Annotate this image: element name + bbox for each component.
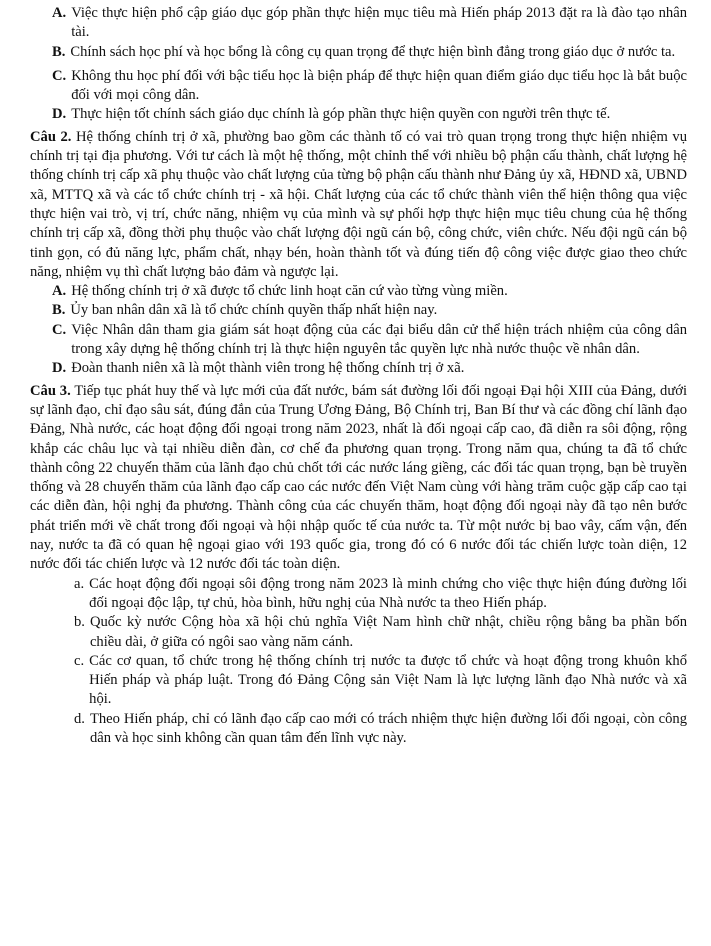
option-text: Các cơ quan, tổ chức trong hệ thống chính trị nước ta được tổ chức và hoạt động trong khuôn khổ Hiến pháp và pháp luật. Trong đó Đảng Cộng sản Việt Nam là lực lượng lãnh đạo Nhà nước và xã hội.	[89, 652, 687, 708]
option-label: C.	[52, 67, 67, 84]
option-label: b.	[74, 614, 85, 631]
option-1c[interactable]	[52, 67, 687, 106]
option-label: a.	[74, 575, 85, 592]
option-text: Thực hiện tốt chính sách giáo dục chính là góp phần thực hiện quyền con người trên thực tế.	[71, 106, 611, 123]
option-label: A.	[52, 5, 67, 21]
option-3d[interactable]	[74, 710, 687, 749]
question-3	[30, 382, 687, 749]
question-2-stem	[30, 128, 687, 282]
option-label: B.	[52, 302, 66, 319]
option-text: Việc Nhân dân tham gia giám sát hoạt động của các đại biểu dân cử thể hiện trách nhiệm của công dân trong xây dựng hệ thống chính trị là thực hiện nguyên tắc quyền lực nhà nước thuộc về nhân dân.	[71, 321, 687, 358]
question-2	[30, 128, 687, 379]
option-text: Quốc kỳ nước Cộng hòa xã hội chủ nghĩa Việt Nam hình chữ nhật, chiều rộng bằng ba phần bốn chiều dài, ở giữa có ngôi sao vàng năm cánh.	[89, 614, 687, 650]
option-2c[interactable]	[52, 321, 687, 360]
option-text: Đoàn thanh niên xã là một thành viên trong hệ thống chính trị ở xã.	[71, 360, 465, 377]
option-label: D.	[52, 106, 67, 123]
option-text: Chính sách học phí và học bổng là công cụ quan trọng để thực hiện bình đẳng trong giáo dục ở nước ta.	[70, 43, 676, 60]
option-label: A.	[52, 283, 67, 300]
option-3b[interactable]	[74, 613, 687, 652]
question-text: Hệ thống chính trị ở xã, phường bao gồm các thành tố có vai trò quan trọng trong thực hiện nhiệm vụ chính trị tại địa phương. Với tư cách là một hệ thống, một chỉnh thể với nhiều bộ phận cấu thành, chất lượng hệ thống chính trị cấp xã phụ thuộc vào chất lượng của từng bộ phận cấu thành như Đảng ủy xã, HĐND xã, UBND xã, MTTQ xã và các tổ chức chính trị - xã hội. Chất lượng của các tổ chức thành viên thể hiện thông qua việc thực hiện vai trò, vị trí, chức năng, nhiệm vụ của mình và sự phối hợp thực hiện mục tiêu chung của hệ thống chính trị cấp xã, đồng thời phụ thuộc vào chất lượng đội ngũ cán bộ, công chức, viên chức. Nếu đội ngũ cán bộ tinh gọn, có đủ năng lực, phẩm chất, nhạy bén, hoàn thành tốt và đúng tiến độ công việc được giao theo chức năng, nhiệm vụ thì chất lượng bảo đảm và ngược lại.	[30, 128, 687, 280]
question-3-stem	[30, 382, 687, 575]
question-number: Câu 2.	[30, 128, 72, 145]
option-text: Ủy ban nhân dân xã là tổ chức chính quyền thấp nhất hiện nay.	[70, 302, 438, 319]
option-2a[interactable]	[52, 282, 687, 301]
option-2b[interactable]	[52, 301, 687, 320]
option-text: Việc thực hiện phổ cập giáo dục góp phần thực hiện mục tiêu mà Hiến pháp 2013 đặt ra là đào tạo nhân tài.	[71, 5, 687, 41]
option-2d[interactable]	[52, 359, 687, 378]
question-number: Câu 3.	[30, 382, 71, 399]
option-label: c.	[74, 652, 85, 669]
option-3c[interactable]	[74, 652, 687, 710]
option-1d[interactable]	[52, 105, 687, 124]
option-3a[interactable]	[74, 575, 687, 614]
question-text: Tiếp tục phát huy thế và lực mới của đất nước, bám sát đường lối đối ngoại Đại hội XIII của Đảng, dưới sự lãnh đạo, chỉ đạo sâu sát, đúng đắn của Trung Ương Đảng, Bộ Chính trị, Ban Bí thư và các đồng chí lãnh đạo Đảng, Nhà nước, các hoạt động đối ngoại trong năm 2023, nhất là đối ngoại cấp cao, đã diễn ra sôi động, rộng khắp các châu lục và tại nhiều diễn đàn, cơ chế đa phương quan trọng. Trong năm qua, chúng ta đã tổ chức thành công 22 chuyến thăm của lãnh đạo chủ chốt tới các nước láng giềng, các đối tác quan trọng, bạn bè truyền thống và 28 chuyến thăm của lãnh đạo cấp cao các nước đến Việt Nam cùng với hàng trăm cuộc gặp cấp cao tại các diễn đàn, hội nghị đa phương. Thành công của các chuyến thăm, hoạt động đối ngoại này đã tạo nên bước phát triển mới về chất trong đối ngoại và hội nhập quốc tế của nước ta. Từ một nước bị bao vây, cấm vận, đến nay, nước ta đã có quan hệ ngoại giao với 193 quốc gia, trong đó có 6 nước đối tác chiến lược toàn diện, 12 nước đối tác chiến lược và 12 nước đối tác toàn diện.	[30, 382, 687, 573]
option-1b[interactable]	[52, 43, 687, 62]
option-label: D.	[52, 360, 67, 377]
option-text: Theo Hiến pháp, chỉ có lãnh đạo cấp cao mới có trách nhiệm thực hiện đường lối đối ngoại, còn công dân và học sinh không cần quan tâm đến lĩnh vực này.	[89, 710, 687, 746]
option-text: Không thu học phí đối với bậc tiểu học là biện pháp để thực hiện quan điểm giáo dục tiểu học là bắt buộc đối với mọi công dân.	[71, 67, 687, 104]
option-label: d.	[74, 710, 85, 727]
option-label: C.	[52, 321, 67, 338]
option-text: Các hoạt động đối ngoại sôi động trong năm 2023 là minh chứng cho việc thực hiện đúng đường lối đối ngoại độc lập, tự chủ, hòa bình, hữu nghị của Nhà nước ta theo Hiến pháp.	[89, 575, 687, 611]
option-text: Hệ thống chính trị ở xã được tổ chức linh hoạt căn cứ vào từng vùng miền.	[71, 283, 508, 300]
option-1a[interactable]	[52, 4, 687, 43]
option-label: B.	[52, 43, 66, 60]
question-1-options	[30, 4, 687, 125]
